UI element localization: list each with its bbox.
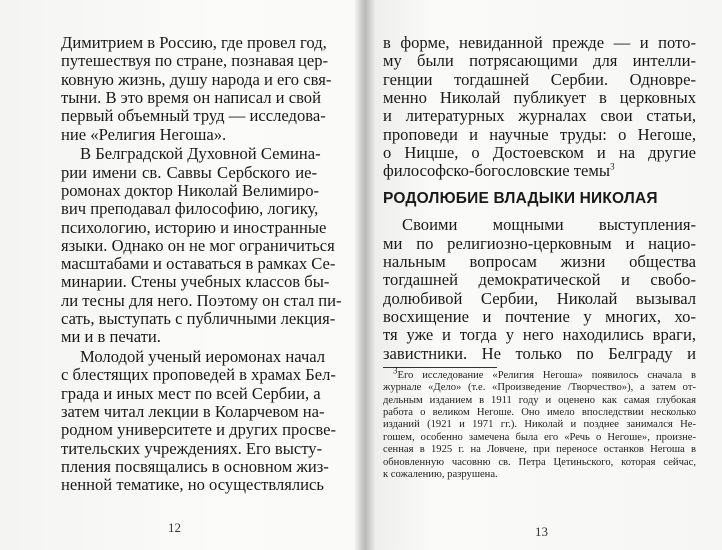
text-line: проповеди и научные труды: о Негоше, [383,124,696,144]
text-line: языки. Однако он не мог ограничиться [61,235,335,255]
text-line: генции тогдашней Сербии. Одновре- [383,69,696,89]
text-line: ли тесны для него. Поэтому он стал пи- [61,290,342,310]
text-line: психологию, историю и иностранные [61,217,327,237]
text-line: минарии. Стены учебных классов бы- [61,272,330,292]
footnote-line: дельным изданием в 1911 году и оценено как самая глубокая [383,394,696,406]
footnote-line: журнале «Дело» (т.е. «Произведение /Творчество»), а затем от- [383,382,696,394]
text-line: В Белградской Духовной Семина- [80,144,321,164]
text-line: града и иных мест по всей Сербии, а [61,383,321,403]
text-line-content: философско-богословские темы [383,161,611,181]
text-line [383,162,696,180]
footnote-marker: 3 [393,365,398,376]
text-line: ние «Религия Негоша». [61,124,227,144]
text-line: ненной тематике, но осуществлялись [61,475,324,495]
page-number: 13 [535,524,548,539]
text-line: родном университете и других просве- [61,420,337,440]
text-line: Димитрием в Россию, где провел год, [61,33,327,52]
text-line: вич преподавал философию, логику, [61,199,319,219]
text-line: и литературных журналах свои статьи, [383,106,696,126]
text-line: тительских учреждениях. Его высту- [61,438,323,458]
text-line: Своими мощными выступления- [402,215,696,235]
text-line: тыни. В это время он написал и свой [61,87,321,107]
footnote-reference: 3 [610,161,615,172]
text-line: ромонах доктор Николай Велимиро- [61,180,320,200]
text-line: тя уже и тогда у него находились враги, [383,325,696,345]
text-line: путешествуя по стране, познавая цер- [61,51,329,71]
text-line: тогдашней демократической и свобо- [383,270,696,290]
text-line: нальным вопросам жизни общества [383,252,696,271]
footnote-line: к сожалению, разрушена. [383,469,498,480]
right-page [361,0,722,550]
footnote-line: сенная в 1925 г. на Ловчене, при переносе останков Негоша в [383,444,696,456]
footnote-line: работа о великом Негоше. Оно имело впоследствии несколько [383,407,696,418]
section-heading: РОДОЛЮБИЕ ВЛАДЫКИ НИКОЛАЯ [383,190,658,208]
text-line: масштабами и оставаться в рамках Се- [61,254,336,274]
page-number: 12 [168,520,181,535]
text-line: ковную жизнь, душу народа и его свя- [61,69,332,89]
text-line: завистники. Не только по Белграду и [383,343,696,363]
text-line: с блестящих проповедей в храмах Бел- [61,365,336,385]
text-line: рии имени св. Саввы Сербского ие- [61,162,317,182]
text-line: о Ницше, о Достоевском и на другие [383,142,696,162]
footnote-divider [383,367,497,368]
text-line: восхищение и почтение у многих, хо- [383,306,696,326]
footnote-line: обновленную часовню св. Петра Цетиньского, которая сейчас, [383,456,696,468]
text-line: ми и в печати. [61,327,161,347]
text-line: менно Николай публикует в церковных [383,87,696,107]
footnote-line: гошем, особенно замечена была его «Речь о Негоше», произне- [383,431,696,443]
text-line: первый объемный труд — исследова- [61,106,326,126]
text-line: Молодой ученый иеромонах начал [80,347,326,367]
text-line: пления посвящались в основном жиз- [61,456,329,476]
text-line: затем читал лекции в Коларчевом на- [61,402,325,421]
text-line: долюбивой Сербии, Николай вызывал [383,288,696,308]
footnote-line: изданий (1921 и 1971 гг.). Николай и позднее занимался Не- [383,419,696,431]
footnote-line [383,365,696,382]
text-line: в форме, невиданной прежде — и пото- [383,33,696,52]
footnote-line-content: Его исследование «Религия Негоша» появилось сначала в [397,369,696,381]
text-line: ми по религиозно-церковным и нацио- [383,233,696,253]
text-line: сать, выступать с публичными лекция- [61,309,336,328]
text-line: му были потрясающими для интелли- [383,51,696,71]
